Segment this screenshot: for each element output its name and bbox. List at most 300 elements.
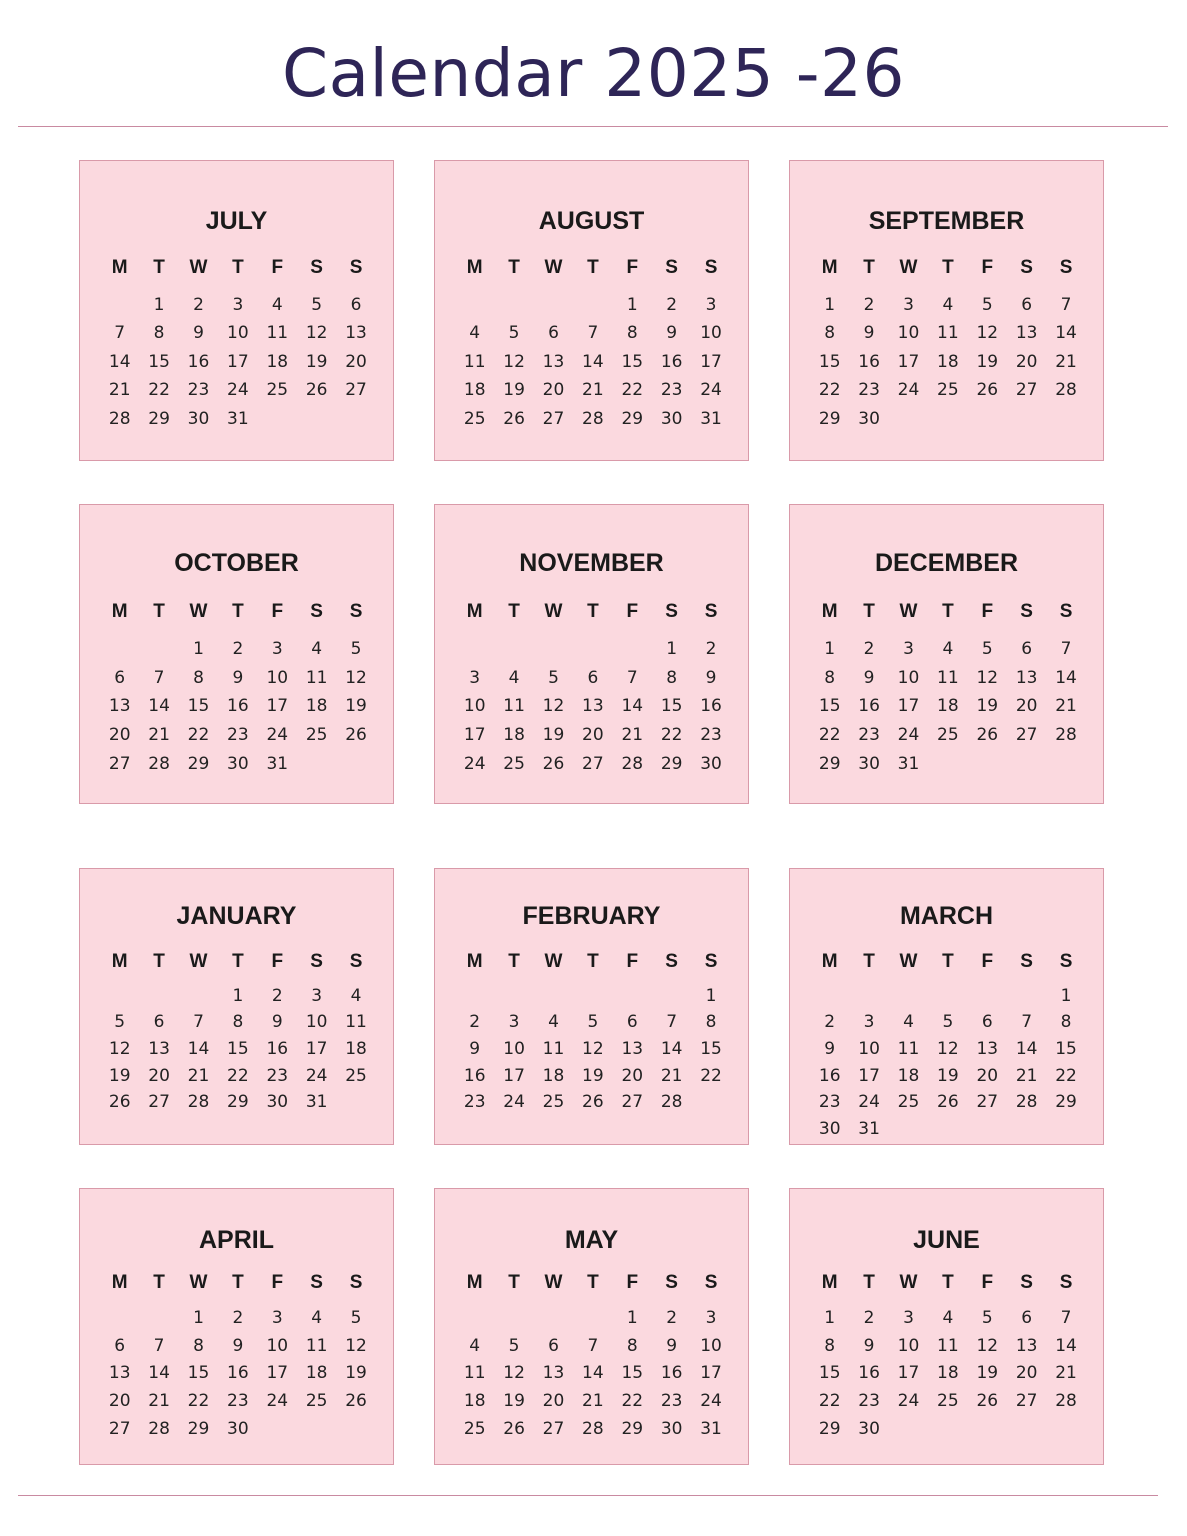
weekday-header: S [310,257,323,278]
day-cell: 20 [108,725,131,746]
day-cell: 30 [858,408,880,429]
day-cell: 11 [305,667,328,688]
day-cell: 4 [548,1012,559,1033]
day-cell: 26 [542,753,565,774]
month-card-august [434,160,749,461]
day-cell: 6 [350,294,362,315]
day-cell: 5 [548,667,559,688]
month-card-july [79,160,394,461]
week-row [100,1009,376,1036]
day-cell: 23 [187,380,210,400]
empty-day-cell [336,1089,375,1116]
day-cell: 2 [232,1307,244,1328]
weekday-header-row [455,1271,731,1305]
day-cell: 19 [582,1065,604,1086]
day-cell: 16 [227,1363,249,1384]
week-row [455,348,731,377]
top-divider [18,126,1168,127]
week-row [810,1416,1086,1444]
day-cell: 8 [626,323,638,343]
day-cell: 11 [463,1363,486,1384]
day-cell: 9 [232,667,244,688]
day-cell: 6 [548,323,559,343]
day-cell: 8 [824,1335,836,1356]
weekday-header: F [981,951,994,972]
day-cell: 26 [305,380,328,400]
empty-day-cell [336,1416,375,1444]
day-cell: 23 [266,1065,289,1086]
day-cell: 12 [305,323,328,343]
weekday-header: W [544,257,563,278]
day-cell: 3 [271,1307,283,1328]
day-cell: 7 [153,667,165,688]
day-cell: 29 [187,1418,210,1439]
day-cell: 12 [345,667,367,688]
weekday-header: S [704,1272,718,1293]
day-cell: 27 [976,1092,999,1113]
day-cell: 28 [582,1418,604,1439]
day-cell: 29 [227,1092,249,1113]
day-cell: 17 [463,725,486,746]
month-card-january [79,868,394,1145]
weekday-header: S [310,1272,323,1293]
weekday-header: S [665,951,678,972]
week-row [455,1305,731,1333]
day-cell: 13 [582,696,604,717]
day-cell: 24 [266,725,289,746]
weekday-header: S [310,951,323,972]
weekday-header: S [349,1272,363,1293]
weekday-header: F [981,601,994,622]
day-cell: 15 [227,1039,249,1060]
day-cell: 2 [824,1012,836,1033]
week-row [810,291,1086,320]
day-cell: 30 [227,1418,249,1439]
empty-day-cell [258,1416,297,1444]
day-cell: 7 [114,323,126,343]
day-cell: 25 [345,1065,367,1086]
weekday-header: T [153,951,165,972]
day-cell: 2 [863,638,875,659]
weekday-header: S [349,257,363,278]
month-card-february [434,868,749,1145]
week-row [810,1009,1086,1036]
day-cell: 22 [700,1065,722,1086]
month-name: AUGUST [538,207,645,235]
day-cell: 14 [1015,1039,1038,1060]
day-cell: 8 [626,1335,638,1356]
week-row [455,1388,731,1416]
month-name: JANUARY [176,902,297,930]
weekday-header: T [232,601,244,622]
day-cell: 28 [187,1092,210,1113]
empty-day-cell [691,1089,730,1116]
day-cell: 18 [937,351,959,372]
empty-day-cell [494,291,533,320]
day-cell: 26 [345,1391,367,1412]
day-cell: 20 [542,1391,565,1412]
day-cell: 15 [1055,1039,1077,1060]
day-cell: 31 [897,753,920,774]
empty-day-cell [297,750,336,779]
day-cell: 13 [345,323,367,343]
day-cell: 16 [266,1039,289,1060]
day-cell: 1 [824,294,836,315]
day-cell: 8 [193,1335,204,1356]
day-cell: 8 [666,667,678,688]
day-cell: 15 [621,351,644,372]
day-cell: 10 [700,1335,722,1356]
day-cell: 27 [1015,1391,1038,1412]
weekday-header: S [704,601,718,622]
weekday-header: S [1059,257,1073,278]
empty-day-cell [1046,1416,1085,1444]
day-cell: 5 [311,294,323,315]
day-cell: 10 [897,323,920,343]
day-cell: 2 [863,1307,875,1328]
empty-day-cell [534,1305,573,1333]
day-cell: 17 [700,1363,722,1384]
weekday-header: W [544,601,563,622]
day-cell: 14 [621,696,644,717]
day-cell: 30 [660,1418,683,1439]
day-cell: 27 [582,753,604,774]
weekday-header: W [899,601,918,622]
day-cell: 4 [508,667,520,688]
empty-day-cell [1046,750,1085,779]
weekday-header: T [153,257,165,278]
day-cell: 22 [148,380,170,400]
day-cell: 31 [700,1418,722,1439]
weekday-header-row [100,600,376,635]
weekday-header: F [626,257,639,278]
weekday-header: S [310,601,323,622]
week-row [100,319,376,348]
day-cell: 29 [818,753,841,774]
day-cell: 30 [858,753,880,774]
day-cell: 15 [187,1363,210,1384]
week-row [455,750,731,779]
empty-day-cell [1007,405,1046,434]
day-cell: 5 [508,1335,520,1356]
week-row [810,635,1086,664]
week-row [455,983,731,1010]
month-day-grid [455,256,731,433]
empty-day-cell [613,635,652,664]
month-card-june [789,1188,1104,1465]
day-cell: 4 [469,323,481,343]
week-row [100,750,376,779]
weekday-header-row [100,1271,376,1305]
empty-day-cell [100,291,139,320]
day-cell: 3 [903,1307,914,1328]
day-cell: 28 [1015,1092,1038,1113]
day-cell: 1 [232,985,244,1006]
day-cell: 14 [582,1363,604,1384]
day-cell: 24 [897,380,920,400]
week-row [100,1388,376,1416]
week-row [100,1360,376,1388]
empty-day-cell [613,983,652,1010]
weekday-header: S [1059,951,1073,972]
day-cell: 21 [108,380,131,400]
day-cell: 26 [976,380,999,400]
day-cell: 11 [345,1012,367,1033]
week-row [455,319,731,348]
weekday-header: F [626,951,639,972]
day-cell: 31 [227,408,249,429]
day-cell: 10 [266,667,289,688]
week-row [455,1360,731,1388]
weekday-header: F [626,1272,639,1293]
week-row [810,721,1086,750]
day-cell: 21 [1015,1065,1038,1086]
day-cell: 21 [660,1065,683,1086]
weekday-header: T [508,257,520,278]
weekday-header: S [665,601,678,622]
day-cell: 24 [266,1391,289,1412]
day-cell: 3 [232,294,244,315]
week-row [810,1388,1086,1416]
day-cell: 23 [227,1391,249,1412]
week-row [810,750,1086,779]
day-cell: 12 [976,667,999,688]
day-cell: 17 [266,1363,289,1384]
day-cell: 18 [463,380,486,400]
weekday-header: W [189,951,208,972]
day-cell: 22 [1055,1065,1077,1086]
day-cell: 9 [666,323,678,343]
weekday-header: W [544,1272,563,1293]
month-name: OCTOBER [174,549,299,577]
month-day-grid [455,950,731,1116]
empty-day-cell [652,983,691,1010]
weekday-header: F [981,1272,994,1293]
day-cell: 11 [937,667,959,688]
empty-day-cell [968,1116,1007,1143]
weekday-header-row [100,950,376,983]
day-cell: 13 [621,1039,644,1060]
day-cell: 19 [976,351,999,372]
empty-day-cell [297,1416,336,1444]
day-cell: 22 [818,380,841,400]
day-cell: 20 [1015,351,1038,372]
day-cell: 7 [1060,1307,1072,1328]
day-cell: 6 [1021,638,1033,659]
day-cell: 30 [818,1119,841,1140]
day-cell: 20 [108,1391,131,1412]
weekday-header: M [111,1272,128,1293]
day-cell: 6 [153,1012,165,1033]
day-cell: 14 [1055,323,1077,343]
month-day-grid [810,950,1086,1143]
day-cell: 30 [660,408,683,429]
weekday-header: T [508,1272,520,1293]
day-cell: 1 [193,638,204,659]
weekday-header: W [899,951,918,972]
day-cell: 2 [232,638,244,659]
empty-day-cell [336,750,375,779]
day-cell: 21 [621,725,644,746]
day-cell: 30 [187,408,210,429]
weekday-header: S [1020,257,1033,278]
day-cell: 6 [587,667,599,688]
month-name: JUNE [913,1226,980,1254]
day-cell: 17 [700,351,722,372]
week-row [810,983,1086,1010]
day-cell: 16 [660,1363,683,1384]
weekday-header: T [942,951,954,972]
day-cell: 26 [937,1092,959,1113]
weekday-header: M [821,951,838,972]
day-cell: 28 [621,753,644,774]
empty-day-cell [1046,1116,1085,1143]
day-cell: 18 [937,696,959,717]
day-cell: 27 [148,1092,170,1113]
weekday-header: T [587,257,599,278]
day-cell: 4 [469,1335,481,1356]
day-cell: 9 [705,667,717,688]
day-cell: 12 [108,1039,131,1060]
month-day-grid [455,600,731,779]
day-cell: 28 [148,753,170,774]
day-cell: 3 [903,294,914,315]
week-row [810,405,1086,434]
weekday-header: T [863,601,875,622]
day-cell: 30 [700,753,722,774]
day-cell: 7 [587,1335,599,1356]
weekday-header: W [899,1272,918,1293]
day-cell: 23 [660,380,683,400]
weekday-header: S [1059,601,1073,622]
day-cell: 25 [463,1418,486,1439]
day-cell: 22 [187,725,210,746]
day-cell: 3 [311,985,323,1006]
empty-day-cell [455,635,494,664]
page-title: Calendar 2025 -26 [282,35,905,112]
day-cell: 28 [582,408,604,429]
day-cell: 14 [660,1039,683,1060]
day-cell: 29 [818,408,841,429]
day-cell: 3 [271,638,283,659]
day-cell: 14 [108,351,131,372]
month-day-grid [100,256,376,433]
day-cell: 26 [976,1391,999,1412]
day-cell: 10 [503,1039,525,1060]
week-row [810,319,1086,348]
weekday-header: S [704,951,718,972]
week-row [810,692,1086,721]
day-cell: 9 [824,1039,836,1060]
empty-day-cell [100,1305,139,1333]
day-cell: 2 [193,294,204,315]
weekday-header: T [508,951,520,972]
empty-day-cell [889,983,928,1010]
weekday-header: F [981,257,994,278]
weekday-header: M [466,1272,483,1293]
day-cell: 23 [858,380,880,400]
weekday-header: T [863,1272,875,1293]
month-day-grid [810,600,1086,779]
weekday-header: T [587,601,599,622]
week-row [455,1009,731,1036]
day-cell: 14 [1055,667,1077,688]
day-cell: 28 [108,408,131,429]
empty-day-cell [889,405,928,434]
day-cell: 9 [469,1039,481,1060]
weekday-header: W [189,601,208,622]
weekday-header-row [455,256,731,291]
day-cell: 23 [858,725,880,746]
weekday-header: T [587,1272,599,1293]
day-cell: 11 [542,1039,565,1060]
day-cell: 6 [548,1335,559,1356]
empty-day-cell [968,983,1007,1010]
day-cell: 16 [463,1065,486,1086]
day-cell: 20 [582,725,604,746]
day-cell: 1 [666,638,678,659]
day-cell: 22 [818,725,841,746]
day-cell: 26 [108,1092,131,1113]
week-row [100,348,376,377]
weekday-header-row [455,950,731,983]
day-cell: 4 [271,294,283,315]
day-cell: 24 [305,1065,328,1086]
weekday-header: S [704,257,718,278]
day-cell: 1 [824,1307,836,1328]
empty-day-cell [455,1305,494,1333]
day-cell: 21 [582,1391,604,1412]
empty-day-cell [1007,750,1046,779]
day-cell: 11 [937,1335,959,1356]
day-cell: 14 [187,1039,210,1060]
day-cell: 9 [863,667,875,688]
day-cell: 8 [824,323,836,343]
day-cell: 19 [976,1363,999,1384]
month-name: SEPTEMBER [868,207,1025,235]
day-cell: 3 [469,667,481,688]
weekday-header: T [508,601,520,622]
weekday-header: S [349,951,363,972]
month-name: FEBRUARY [522,902,661,930]
day-cell: 11 [897,1039,920,1060]
day-cell: 14 [1055,1335,1077,1356]
day-cell: 5 [981,294,993,315]
day-cell: 19 [108,1065,131,1086]
day-cell: 16 [858,351,880,372]
empty-day-cell [968,1416,1007,1444]
day-cell: 7 [666,1012,678,1033]
week-row [810,376,1086,405]
empty-day-cell [1046,405,1085,434]
day-cell: 25 [305,1391,328,1412]
month-name: JULY [205,207,268,235]
day-cell: 5 [942,1012,954,1033]
week-row [810,1089,1086,1116]
day-cell: 25 [897,1092,920,1113]
week-row [810,1333,1086,1361]
day-cell: 12 [542,696,565,717]
week-row [455,1333,731,1361]
day-cell: 14 [582,351,604,372]
weekday-header: T [942,257,954,278]
weekday-header: W [899,257,918,278]
week-row [455,721,731,750]
empty-day-cell [928,983,967,1010]
day-cell: 10 [227,323,249,343]
day-cell: 20 [1015,696,1038,717]
day-cell: 4 [942,1307,954,1328]
